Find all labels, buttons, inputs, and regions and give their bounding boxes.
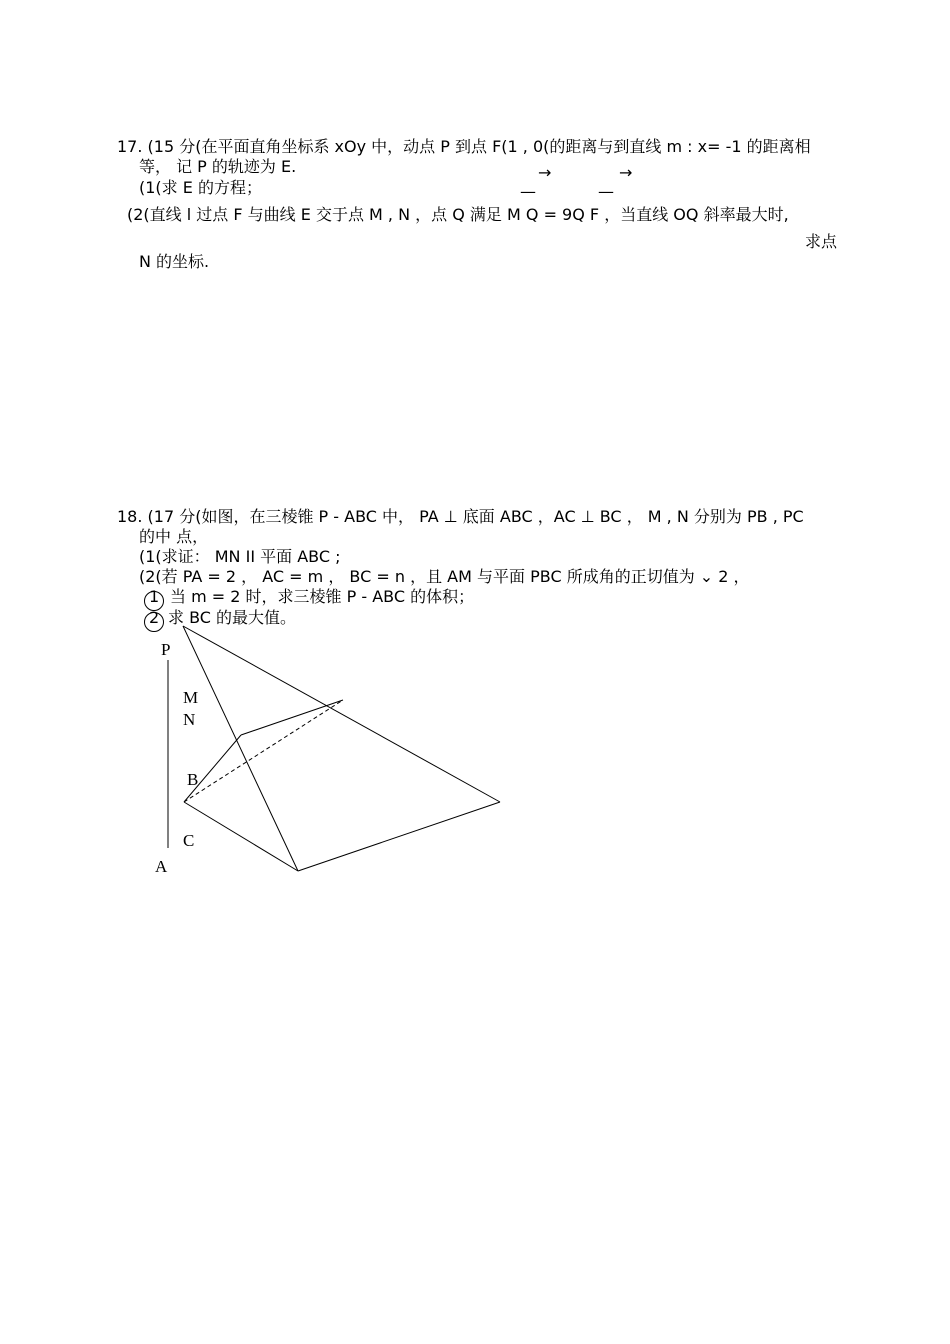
- vector-arrow-qf: →: [619, 163, 633, 182]
- q18-line1: 18. (17 分(如图，在三棱锥 P - ABC 中， PA ⊥ 底面 ABC ，AC ⊥ BC ， M , N 分别为 PB , PC: [117, 507, 804, 526]
- vector-bar-qf: —: [598, 182, 614, 201]
- q18-sub2: (2(若 PA = 2 ， AC = m ， BC = n ，且 AM 与平面 PBC 所成角的正切值为 ⌄ 2 ，: [139, 567, 750, 586]
- edge-bottom-right: [298, 802, 500, 871]
- label-n: N: [183, 710, 196, 729]
- edge-hidden-dashed: [184, 700, 343, 802]
- label-b: B: [187, 770, 199, 789]
- q17-sub2-line2: N 的坐标.: [139, 252, 210, 271]
- label-m: M: [183, 688, 199, 707]
- item1-number: 1: [149, 587, 160, 606]
- edge-left: [184, 735, 241, 802]
- edge-p-to-right: [183, 626, 500, 802]
- label-a: A: [155, 857, 168, 876]
- q17-line2: 等， 记 P 的轨迹为 E.: [139, 157, 297, 176]
- vector-bar-mq: —: [520, 182, 536, 201]
- q17-line1: 17. (15 分(在平面直角坐标系 xOy 中，动点 P 到点 F(1 , 0(的距离与到直线 m : x= -1 的距离相: [117, 137, 811, 156]
- item2-number: 2: [149, 608, 160, 627]
- edge-bottom-left: [184, 802, 298, 871]
- q18-sub1: (1(求证： MN II 平面 ABC ;: [139, 547, 341, 566]
- q18-item1: 当 m = 2 时，求三棱锥 P - ABC 的体积；: [170, 587, 475, 606]
- q17-sub2: (2(直线 l 过点 F 与曲线 E 交于点 M , N ，点 Q 满足 M Q = 9Q F ，当直线 OQ 斜率最大时,: [127, 205, 789, 224]
- q18-line2: 的中 点，: [139, 527, 209, 546]
- q17-sub1: (1(求 E 的方程；: [139, 178, 262, 197]
- edge-p-to-c: [183, 626, 298, 871]
- vector-arrow-mq: →: [538, 163, 552, 182]
- label-p: P: [161, 640, 171, 659]
- label-c: C: [183, 831, 195, 850]
- edge-mn: [241, 700, 343, 735]
- q18-item2: 求 BC 的最大值。: [168, 608, 297, 627]
- q17-sub2-right: 求点: [805, 232, 838, 251]
